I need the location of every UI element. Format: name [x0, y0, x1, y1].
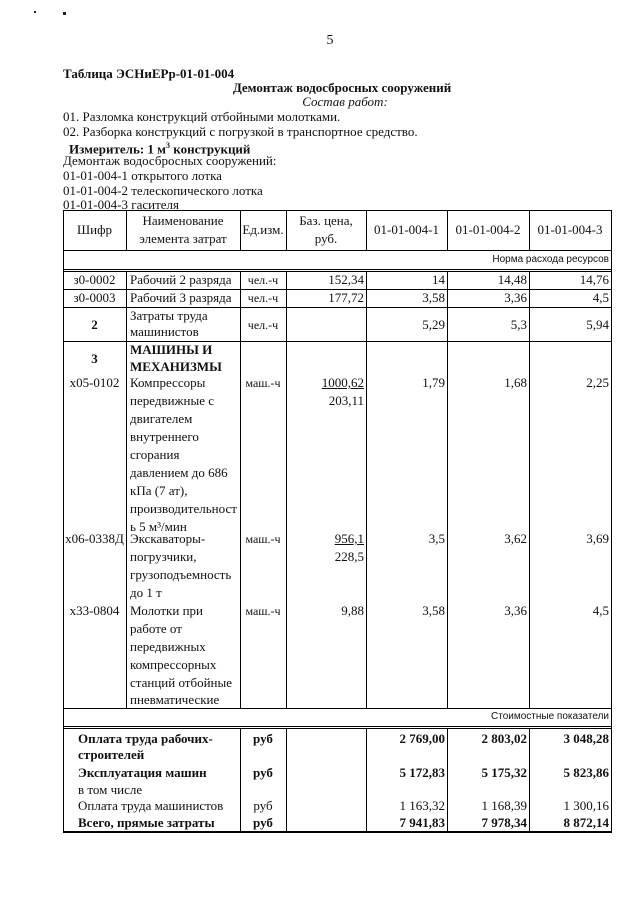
col-header-c1: 01-01-004-1 [374, 222, 439, 237]
section-title: Демонтаж водосбросных сооружений [232, 80, 452, 95]
item-line: 01-01-004-1 открытого лотка [63, 168, 222, 183]
work-item: 02. Разборка конструкций с погрузкой в транспортное средство. [63, 124, 418, 139]
col-header-code: Шифр [77, 222, 112, 237]
col-header-name: элемента затрат [139, 231, 227, 246]
col-header-unit: Ед.изм. [242, 222, 284, 237]
measure-unit: Измеритель: 1 $м^3$ конструкций [69, 141, 251, 157]
works-heading: Состав работ: [302, 94, 388, 109]
col-header-price: Баз. цена, [299, 213, 353, 228]
col-header-name: Наименование [142, 213, 224, 228]
norm-label: Норма расхода ресурсов [492, 254, 609, 265]
cost-label: Стоимостные показатели [491, 711, 609, 722]
table-title: Таблица ЭСНиЕРр-01-01-004 [63, 66, 235, 81]
subtitle: Демонтаж водосбросных сооружений: [63, 153, 277, 168]
section-title: МАШИНЫ И [130, 342, 213, 357]
scan-mark [63, 12, 66, 15]
col-header-price: руб. [314, 231, 338, 246]
col-header-c2: 01-01-004-2 [455, 222, 521, 237]
scan-mark [34, 11, 36, 13]
section-title: МЕХАНИЗМЫ [130, 359, 222, 374]
page-number: 5 [326, 33, 334, 48]
work-item: 01. Разломка конструкций отбойными молотками. [63, 109, 341, 124]
item-line: 01-01-004-3 гасителя [63, 197, 179, 212]
section-code: 3 [91, 351, 98, 366]
item-line: 01-01-004-2 телескопического лотка [63, 183, 263, 198]
col-header-c3: 01-01-004-3 [537, 222, 603, 237]
